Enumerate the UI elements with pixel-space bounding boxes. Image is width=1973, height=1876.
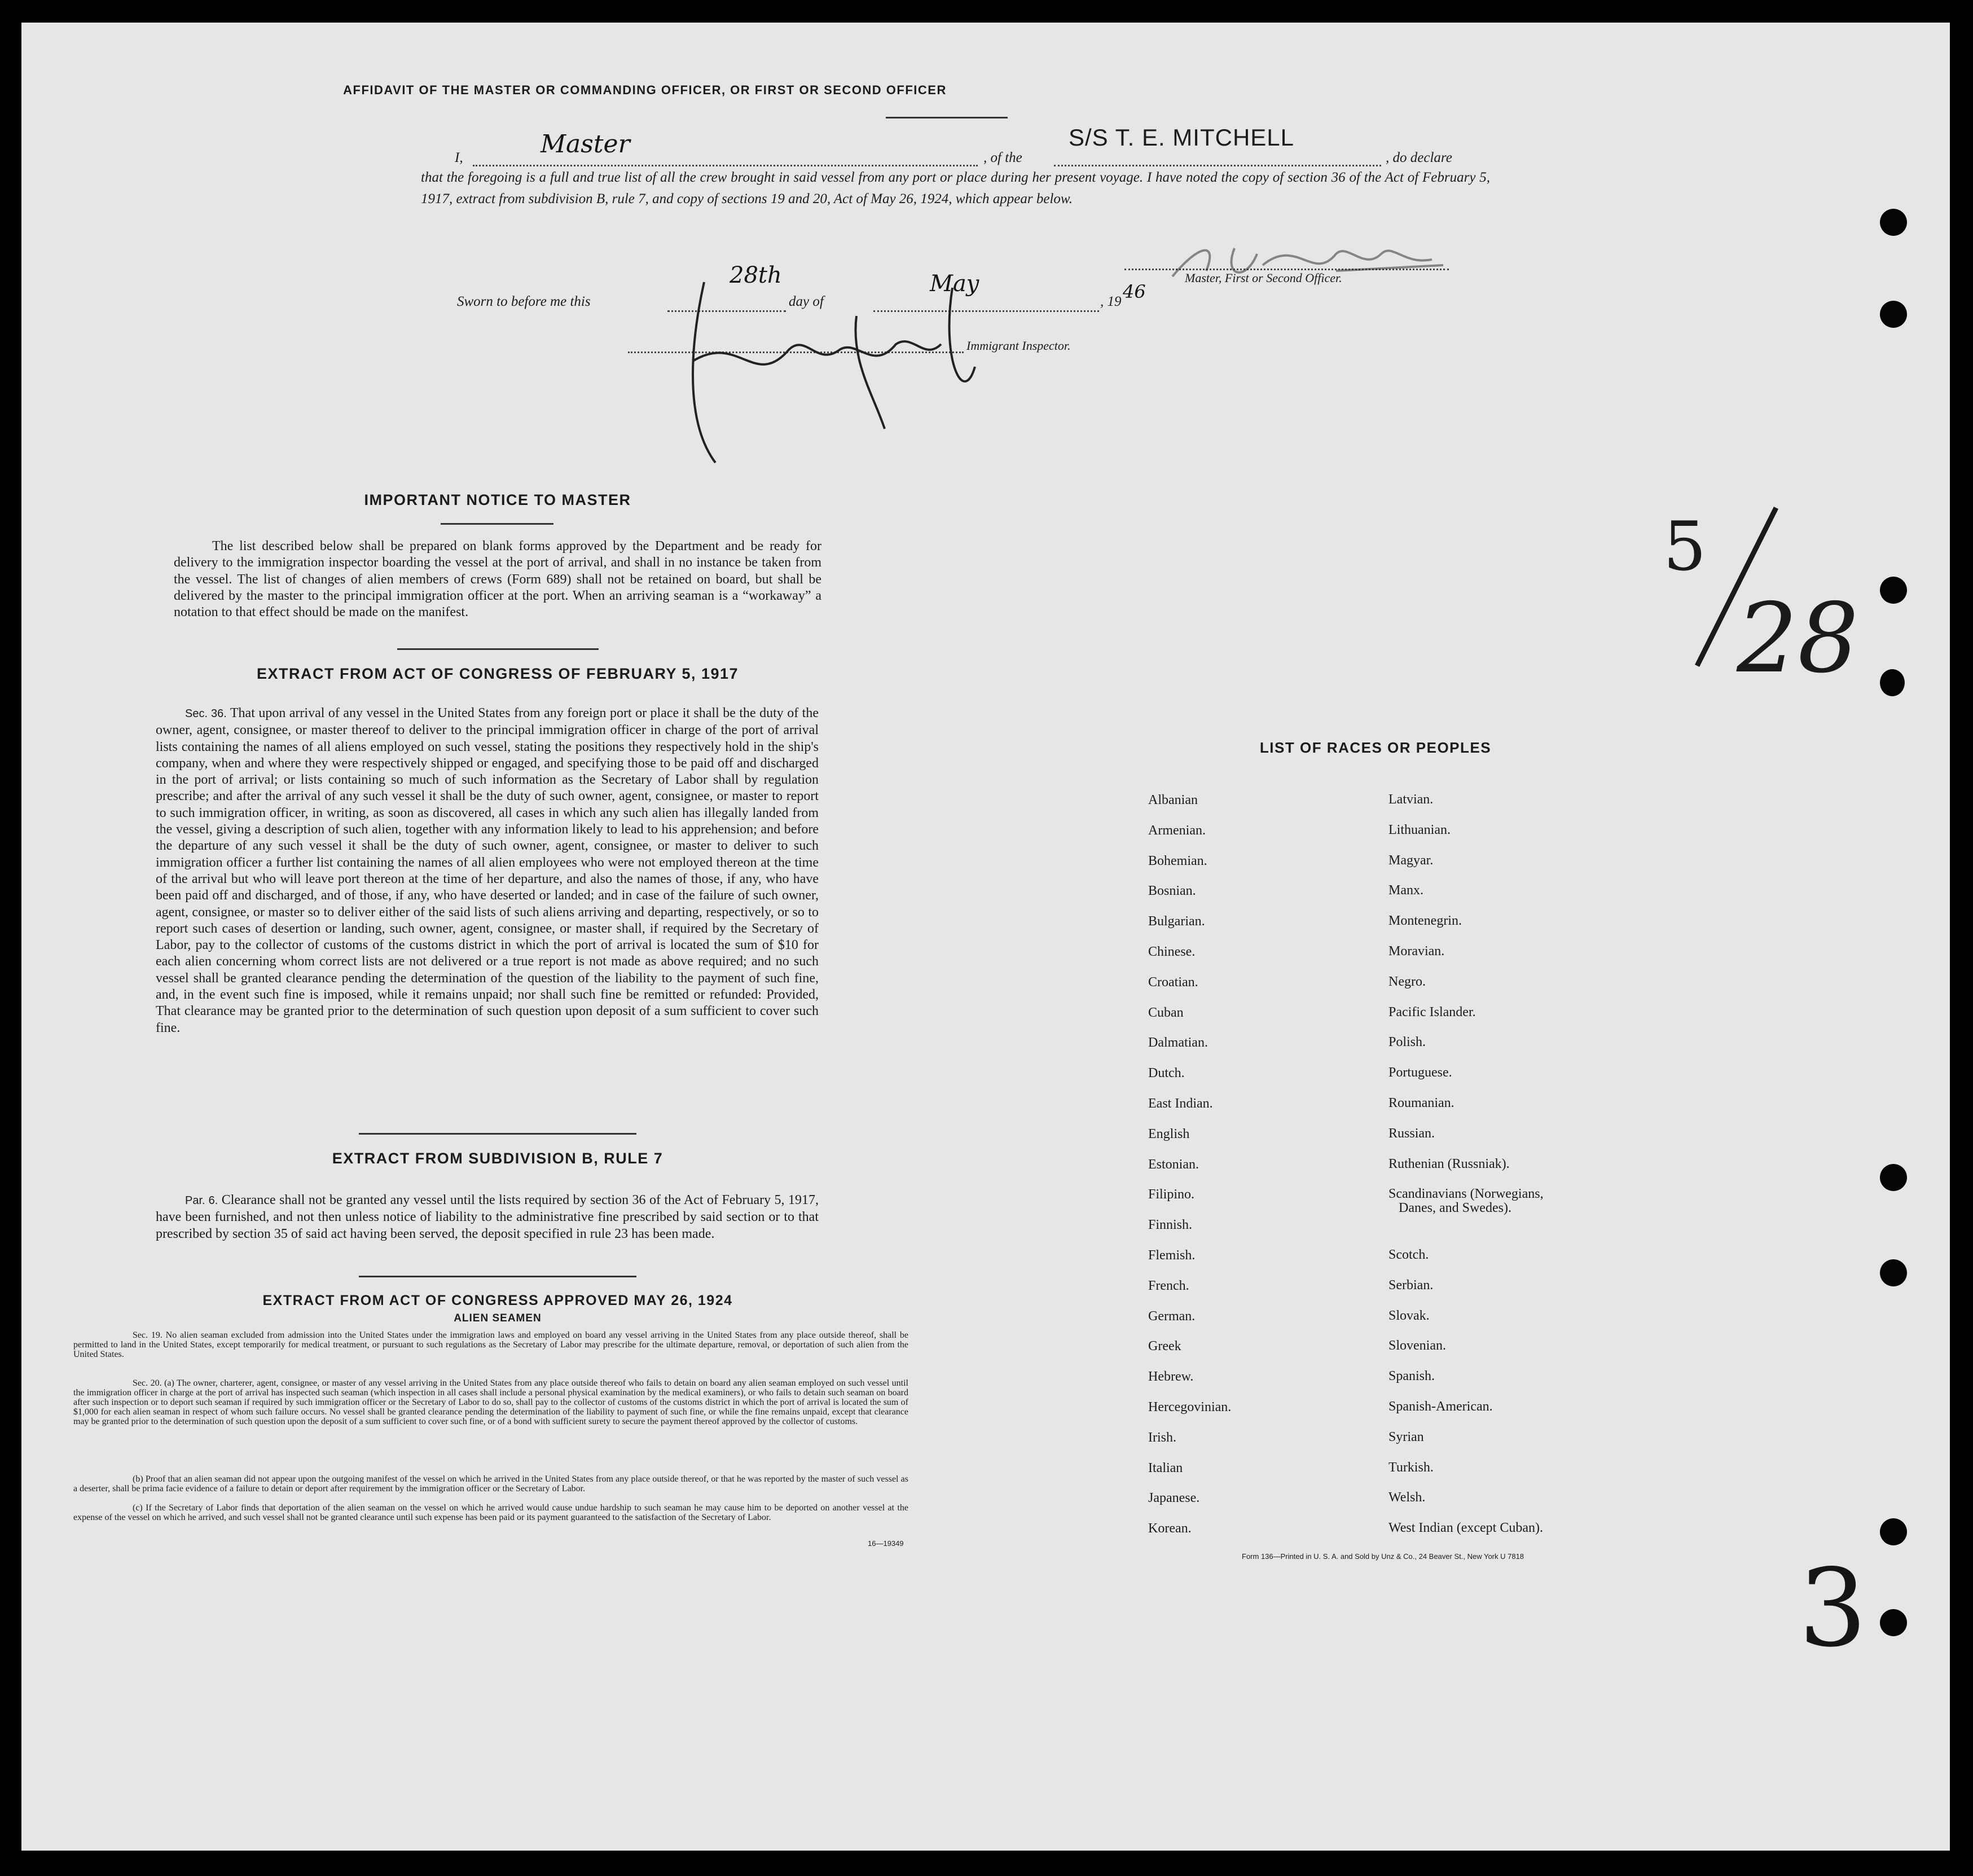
race-item: Croatian.: [1148, 974, 1198, 990]
race-item: Latvian.: [1388, 792, 1434, 807]
race-item: Estonian.: [1148, 1157, 1199, 1172]
title-divider: [886, 117, 1008, 118]
race-item: Chinese.: [1148, 944, 1196, 959]
extract-1917-divider: [359, 1133, 636, 1135]
race-item: East Indian.: [1148, 1096, 1213, 1111]
rule-7-divider: [359, 1276, 636, 1277]
extract-1924-title: EXTRACT FROM ACT OF CONGRESS APPROVED MAY 26, 1924: [262, 1293, 733, 1308]
handwritten-month: May: [930, 271, 979, 297]
race-item: Japanese.: [1148, 1491, 1200, 1506]
race-item: English: [1148, 1126, 1190, 1141]
form-sheet: [21, 23, 1950, 1851]
inspector-signature: [670, 248, 986, 474]
punch-hole: [1880, 1259, 1907, 1286]
sec-20b-text: (b) Proof that an alien seaman did not appear upon the outgoing manifest of the vessel on which he arrived in the United States from any place outside thereof, or that he was reported by the master of such vessel as a deserter, shall be prima facie evidence of a failure to detain or deport after requirement by the immigration officer or the Secretary of Labor.: [73, 1474, 908, 1494]
race-item: Hebrew.: [1148, 1369, 1194, 1385]
race-item: Montenegrin.: [1388, 913, 1462, 929]
vessel-line: [1054, 165, 1381, 166]
race-item: Magyar.: [1388, 853, 1434, 868]
race-item: Flemish.: [1148, 1248, 1196, 1263]
punch-hole: [1880, 1164, 1907, 1191]
vessel-name: S/S T. E. MITCHELL: [1069, 124, 1294, 151]
race-item: Manx.: [1388, 883, 1423, 898]
race-item: Irish.: [1148, 1430, 1176, 1445]
races-title: LIST OF RACES OR PEOPLES: [1259, 739, 1492, 756]
affidavit-of-the: , of the: [983, 150, 1022, 165]
race-item: Slovak.: [1388, 1308, 1430, 1323]
race-item: Syrian: [1388, 1429, 1424, 1444]
race-item: Scotch.: [1388, 1247, 1429, 1262]
race-item: Turkish.: [1388, 1460, 1434, 1475]
race-item: Filipino.: [1148, 1187, 1195, 1202]
race-item: Scandinavians (Norwegians, Danes, and Swedes).: [1388, 1187, 1544, 1216]
handwritten-date-day: 28: [1737, 583, 1859, 695]
race-item: Italian: [1148, 1460, 1183, 1475]
race-item: Dutch.: [1148, 1066, 1185, 1081]
sec-20c-text: (c) If the Secretary of Labor finds that deportation of the alien seaman on the vessel on which he arrived would cause undue hardship to such seaman he may cause him to be deported on another vessel at the expense of the vessel on which he arrived, and such vessel shall not be granted clearance until such expense has been paid or its payment guaranteed to the satisfaction of the Secretary of Labor.: [73, 1503, 908, 1523]
master-signature-label: Master, First or Second Officer.: [1185, 271, 1342, 285]
sec-20a-text: Sec. 20. (a) The owner, charterer, agent, consignee, or master of any vessel arriving in the United States from any place outside thereof who fails to detain on board any alien seaman employed on such vessel until the immigration officer in charge at the port of arrival has inspected such seaman (which inspection in all cases shall include a personal physical examination by the medical examiners), or who fails to detain such seaman on board after such inspection or to deport such seaman if required by such immigration officer or the Secretary of Labor to do so, shall pay to the collector of customs of the customs district in which the port of arrival is located the sum of $1,000 for each alien seaman in respect of whom such failure occurs. No vessel shall be granted clearance pending the determination of the liability to payment of such fine, or while the fine remains unpaid, except that clearance may be granted prior to the determination of such question upon the deposit of a sum sufficient to cover such fine, or of a bond with sufficient surety to secure the payment thereof approved by the collector of customs.: [73, 1378, 908, 1427]
race-item: Bohemian.: [1148, 853, 1207, 868]
handwritten-day: 28th: [730, 262, 782, 288]
race-item: French.: [1148, 1278, 1189, 1293]
race-item: Armenian.: [1148, 823, 1206, 838]
handwritten-year: 46: [1123, 281, 1146, 302]
sec-36-text: [156, 705, 819, 1036]
race-item: Pacific Islander.: [1388, 1004, 1476, 1020]
punch-hole: [1880, 669, 1905, 696]
race-item: Hercegovinian.: [1148, 1400, 1232, 1414]
par-6-body: Clearance shall not be granted any vessel until the lists required by section 36 of the Act of February 5, 1917, have been furnished, and not then unless notice of liability to the administrative fine prescribed by said section or to that prescribed by section 35 of said act having been served, the deposit specified in rule 23 has been made.: [156, 1193, 819, 1241]
race-item: Lithuanian.: [1388, 822, 1451, 837]
notice-end-divider: [397, 648, 599, 650]
punch-hole: [1880, 1518, 1907, 1545]
handwritten-name: Master: [541, 130, 630, 159]
affidavit-i: I,: [455, 150, 463, 165]
race-item: Finnish.: [1148, 1218, 1193, 1233]
race-item: Portuguese.: [1388, 1065, 1452, 1080]
punch-hole: [1880, 1609, 1907, 1636]
printer-footer: Form 136—Printed in U. S. A. and Sold by Unz & Co., 24 Beaver St., New York U 7818: [1242, 1552, 1524, 1561]
race-item: Bosnian.: [1148, 884, 1196, 899]
par-6-label: Par. 6.: [185, 1194, 218, 1207]
affidavit-do-declare: , do declare: [1386, 150, 1452, 165]
race-item: Welsh.: [1388, 1490, 1426, 1505]
punch-hole: [1880, 577, 1907, 604]
rule-7-title: EXTRACT FROM SUBDIVISION B, RULE 7: [332, 1150, 663, 1167]
name-line: [473, 165, 978, 166]
race-item: Slovenian.: [1388, 1338, 1446, 1354]
race-item: Serbian.: [1388, 1277, 1434, 1293]
punch-hole: [1880, 301, 1907, 328]
race-item: Albanian: [1148, 793, 1198, 807]
race-item: Spanish-American.: [1388, 1399, 1493, 1414]
race-item: Russian.: [1388, 1126, 1435, 1141]
form-code-left: 16—19349: [868, 1539, 904, 1548]
race-item: Korean.: [1148, 1521, 1192, 1536]
sworn-label: Sworn to before me this: [457, 294, 591, 309]
race-item: West Indian (except Cuban).: [1388, 1521, 1543, 1536]
notice-text: The list described below shall be prepared on blank forms approved by the Department and be ready for delivery to the immigration inspector boarding the vessel at the port of arrival, and shall in no instance be taken from the vessel. The list of changes of alien members of crews (Form 689) shall not be retained on board, but shall be delivered by the master to the principal immigration officer at the port. When an arriving seaman is a “workaway” a notation to that effect should be made on the manifest.: [174, 539, 821, 620]
race-item: Negro.: [1388, 974, 1426, 989]
race-item: Bulgarian.: [1148, 914, 1205, 929]
par-6-text: [156, 1192, 819, 1242]
affidavit-title: AFFIDAVIT OF THE MASTER OR COMMANDING OFFICER, OR FIRST OR SECOND OFFICER: [343, 83, 947, 97]
declaration-text: that the foregoing is a full and true list of all the crew brought in said vessel from any port or place during her present voyage. I have noted the copy of section 36 of the Act of February 5, 1917, extract from subdivision B, rule 7, and copy of sections 19 and 20, Act of May 26, 1924, which appear below.: [421, 170, 1490, 207]
sec-36-body: That upon arrival of any vessel in the United States from any foreign port or place it shall be the duty of the owner, agent, consignee, or master thereof to deliver to the principal immigration officer in charge of the port of arrival lists containing the names of all aliens employed on such vessel, stating the positions they respectively hold in the ship's company, when and where they were respectively shipped or engaged, and specifying those to be paid off and discharged in the port of arrival; or lists containing so much of such information as the Secretary of Labor shall by regulation prescribe; and after the arrival of any such vessel it shall be the duty of such owner, agent, consignee, or master to report to such immigration officer, in writing, as soon as discovered, all cases in which any such alien has illegally landed from the vessel, giving a description of such alien, together with any information likely to lead to his apprehension; and before the departure of any such vessel it shall be the duty of such owner, agent, consignee, or master to deliver to such immigration officer a further list containing the names of all alien employees who were not employed thereon at the time of the arrival but who will leave port thereon at the time of her departure, and also the names of those, if any, who have been paid off and discharged, and of those, if any, who have deserted or landed; and in case of the failure of such owner, agent, consignee, or master so to deliver either of the said lists of such aliens arriving and departing, respectively, or so to report such cases of desertion or landing, such owner, agent, consignee, or master shall, if required by the Secretary of Labor, pay to the collector of customs of the customs district in which the port of arrival is located the sum of $10 for each alien concerning whom correct lists are not delivered or a true report is not made as above required; and no such vessel shall be granted clearance pending the determination of the question of the liability to the payment of such fine, and, in the event such fine is imposed, while it remains unpaid; nor shall such fine be remitted or refunded: Provided, That clearance may be granted prior to the determination of such question upon deposit of a sum sufficient to cover such fine.: [156, 706, 819, 1035]
handwritten-page-number: 3: [1799, 1546, 1867, 1671]
race-item: Cuban: [1148, 1005, 1184, 1020]
extract-1917-title: EXTRACT FROM ACT OF CONGRESS OF FEBRUARY 5, 1917: [256, 665, 739, 682]
race-item: Moravian.: [1388, 944, 1445, 959]
year-prefix: , 19: [1100, 294, 1122, 309]
alien-seamen-subtitle: ALIEN SEAMEN: [454, 1312, 542, 1324]
notice-divider: [441, 523, 553, 525]
race-item: Greek: [1148, 1339, 1181, 1354]
punch-hole: [1880, 209, 1907, 236]
notice-title: IMPORTANT NOTICE TO MASTER: [364, 491, 631, 508]
race-item: Ruthenian (Russniak).: [1388, 1156, 1510, 1171]
sec-36-label: Sec. 36.: [185, 708, 227, 720]
race-item: German.: [1148, 1308, 1196, 1324]
sec-19-text: Sec. 19. No alien seaman excluded from admission into the United States under the immigration laws and employed on board any vessel arriving in the United States from any place outside thereof, shall be permitted to land in the United States, except temporarily for medical treatment, or pursuant to such regulations as the Secretary of Labor may prescribe for the ultimate departure, removal, or deportation of such alien from the United States.: [73, 1330, 908, 1360]
day-label: day of: [789, 294, 824, 309]
race-item: Roumanian.: [1388, 1096, 1455, 1110]
race-item: Dalmatian.: [1148, 1035, 1208, 1051]
handwritten-date-annotation: [1652, 485, 1912, 711]
inspector-label: Immigrant Inspector.: [966, 339, 1071, 353]
handwritten-date-month: 5: [1663, 508, 1707, 586]
race-item: Polish.: [1388, 1035, 1426, 1050]
race-item: Spanish.: [1388, 1369, 1435, 1384]
